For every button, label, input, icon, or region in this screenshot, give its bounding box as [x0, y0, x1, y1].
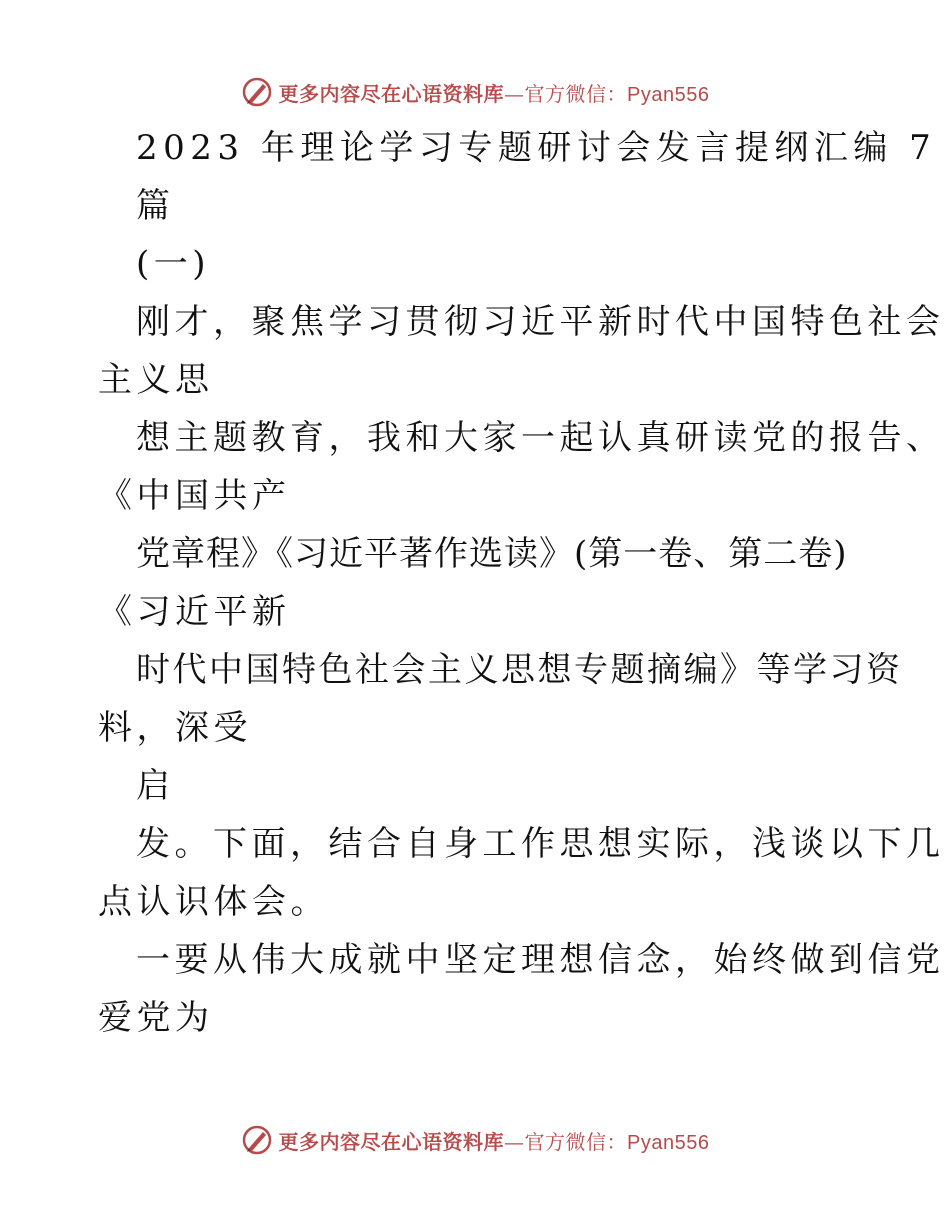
body-line-2: 主义思 — [98, 360, 214, 400]
body-line-12: 一要从伟大成就中坚定理想信念，始终做到信党 — [136, 940, 945, 980]
section-heading: (一) — [136, 244, 211, 284]
document-title-line-1: 2023 年理论学习专题研讨会发言提纲汇编 7 — [136, 128, 937, 168]
body-line-1: 刚才，聚焦学习贯彻习近平新时代中国特色社会 — [136, 302, 945, 342]
pen-logo-icon — [241, 76, 273, 108]
watermark-banner-top — [0, 72, 950, 112]
body-line-7: 时代中国特色社会主义思想专题摘编》等学习资 — [136, 650, 903, 690]
watermark-main-text: 更多内容尽在心语资料库 — [278, 81, 505, 106]
body-line-11: 点认识体会。 — [98, 882, 329, 922]
body-line-8: 料，深受 — [98, 708, 252, 748]
watermark-banner-bottom — [0, 1120, 950, 1160]
document-title-line-2: 篇 — [136, 186, 176, 226]
watermark-main-text: 更多内容尽在心语资料库 — [278, 1129, 505, 1154]
watermark-separator: — — [504, 81, 525, 106]
pen-logo-icon — [241, 1124, 273, 1156]
watermark-wechat-text: 官方微信：Pyan556 — [524, 1131, 710, 1154]
body-line-3: 想主题教育，我和大家一起认真研读党的报告、 — [136, 418, 945, 458]
body-line-5: 党章程》《习近平著作选读》(第一卷、第二卷) — [136, 534, 848, 574]
body-line-4: 《中国共产 — [98, 476, 291, 516]
body-line-13: 爱党为 — [98, 998, 214, 1038]
watermark-wechat-text: 官方微信：Pyan556 — [524, 83, 710, 106]
body-line-9: 启 — [136, 766, 175, 806]
watermark-separator: — — [504, 1129, 525, 1154]
body-line-10: 发。下面，结合自身工作思想实际，浅谈以下几 — [136, 824, 945, 864]
body-line-6: 《习近平新 — [98, 592, 291, 632]
